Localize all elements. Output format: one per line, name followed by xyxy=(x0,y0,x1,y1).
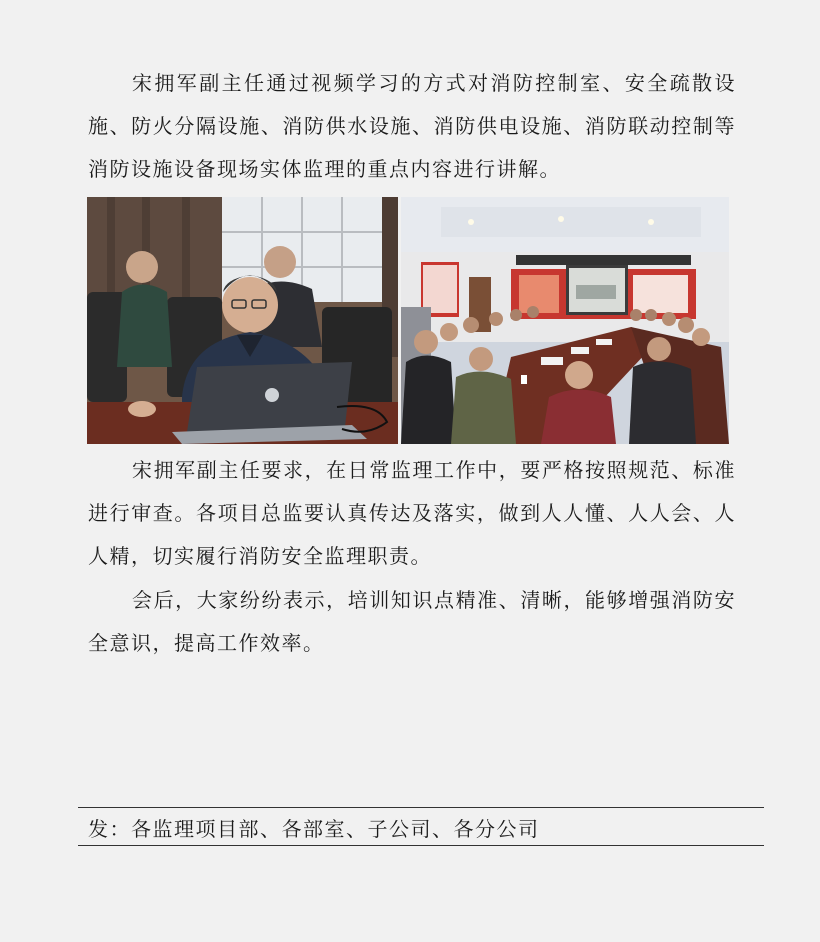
meeting-room-photo xyxy=(401,197,729,444)
distribution-top-rule xyxy=(78,807,764,808)
paragraph-3: 会后，大家纷纷表示，培训知识点精准、清晰，能够增强消防安全意识，提高工作效率。 xyxy=(88,588,736,655)
distribution-line: 发：各监理项目部、各部室、子公司、各分公司 xyxy=(88,817,540,841)
paragraph-2: 宋拥军副主任要求，在日常监理工作中，要严格按照规范、标准进行审查。各项目总监要认真传达及落实，做到人人懂、人人会、人人精，切实履行消防安全监理职责。 xyxy=(88,458,736,568)
distribution-bottom-rule xyxy=(78,845,764,846)
speaker-photo xyxy=(87,197,398,444)
paragraph-1: 宋拥军副主任通过视频学习的方式对消防控制室、安全疏散设施、防火分隔设施、消防供水设施、消防供电设施、消防联动控制等消防设施设备现场实体监理的重点内容进行讲解。 xyxy=(88,71,736,181)
